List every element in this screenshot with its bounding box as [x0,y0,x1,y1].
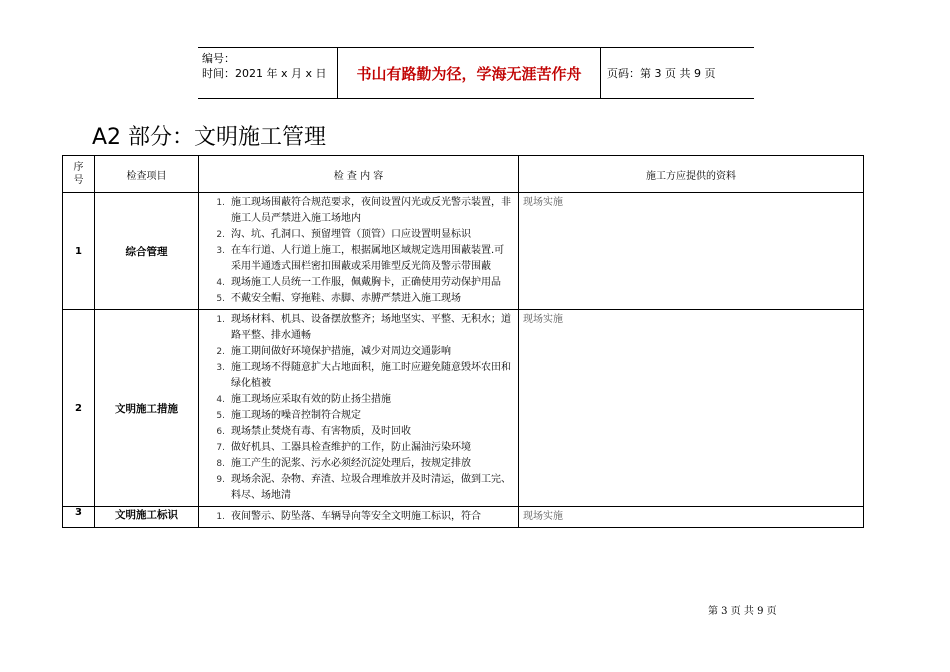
list-item [199,291,514,307]
list-item-number: 4. [216,278,225,288]
list-item-number: 2. [216,230,225,240]
list-item-text: 现场禁止焚烧有毒、有害物质，及时回收 [231,426,411,437]
list-item-text: 施工期间做好环境保护措施，减少对周边交通影响 [231,346,451,357]
section-title: A2 部分：文明施工管理 [92,125,327,150]
list-item [199,440,514,456]
materials-cell [519,310,864,507]
list-item-text: 做好机具、工器具检查维护的工作，防止漏油污染环境 [231,442,471,453]
materials-text: 现场实施 [523,197,563,208]
row-number: 1 [63,193,95,310]
motto: 书山有路勤为径，学海无涯苦作舟 [338,48,601,98]
list-item-number: 5. [216,411,225,421]
table-header-row [63,156,864,193]
check-content-list [199,193,518,309]
list-item [199,344,514,360]
check-content [199,507,519,528]
list-item-text: 在车行道、人行道上施工，根据属地区域规定选用围蔽装置.可采用半通透式围栏密扣围蔽或采用锥型反光筒及警示带围蔽 [231,245,505,272]
list-item-number: 3. [216,246,225,256]
list-item-number: 1. [216,512,225,522]
time-label: 时间：2021 年 x 月 x 日 [202,67,327,80]
list-item [199,392,514,408]
header-content: 检 查 内 容 [199,156,519,193]
materials-cell [519,193,864,310]
table-row [63,507,864,528]
check-content [199,193,519,310]
list-item-number: 7. [216,443,225,453]
list-item-number: 9. [216,475,225,485]
list-item-text: 不戴安全帽、穿拖鞋、赤脚、赤膊严禁进入施工现场 [231,293,461,304]
list-item-text: 施工现场围蔽符合规范要求，夜间设置闪光或反光警示装置，非施工人员严禁进入施工场地内 [231,197,511,224]
check-content-list [199,310,518,506]
header-meta [198,48,338,98]
check-item-name: 综合管理 [95,193,199,310]
list-item-text: 施工现场不得随意扩大占地面积，施工时应避免随意毁坏农田和绿化植被 [231,362,511,389]
check-content-list [199,507,518,527]
list-item-number: 6. [216,427,225,437]
list-item [199,312,514,344]
list-item [199,243,514,275]
list-item-text: 现场施工人员统一工作服，佩戴胸卡，正确使用劳动保护用品 [231,277,501,288]
materials-text: 现场实施 [523,511,563,522]
page-footer: 第 3 页 共 9 页 [708,606,777,617]
table-row [63,310,864,507]
check-content [199,310,519,507]
list-item-number: 2. [216,347,225,357]
check-item-name: 文明施工标识 [95,507,199,528]
list-item-number: 3. [216,363,225,373]
list-item [199,408,514,424]
list-item-number: 1. [216,315,225,325]
page-header [198,47,754,99]
list-item-number: 1. [216,198,225,208]
list-item-text: 沟、坑、孔洞口、预留埋管（顶管）口应设置明显标识 [231,229,471,240]
page-label: 页码：第 3 页 共 9 页 [607,67,716,80]
list-item [199,275,514,291]
list-item-text: 施工现场应采取有效的防止扬尘措施 [231,394,391,405]
list-item-number: 5. [216,294,225,304]
list-item-text: 现场材料、机具、设备摆放整齐；场地坚实、平整、无积水；道路平整、排水通畅 [231,314,511,341]
header-item: 检查项目 [95,156,199,193]
list-item [199,456,514,472]
list-item-text: 施工现场的噪音控制符合规定 [231,410,361,421]
list-item [199,195,514,227]
header-seq: 序 号 [63,156,95,193]
list-item-number: 4. [216,395,225,405]
table-row [63,193,864,310]
list-item-text: 现场余泥、杂物、弃渣、垃圾合理堆放并及时清运，做到工完、料尽、场地清 [231,474,511,501]
materials-text: 现场实施 [523,314,563,325]
row-number: 3 [63,507,95,528]
number-label: 编号： [202,52,235,65]
inspection-table [62,155,864,528]
list-item [199,472,514,504]
materials-cell [519,507,864,528]
header-materials: 施工方应提供的资料 [519,156,864,193]
list-item-number: 8. [216,459,225,469]
list-item [199,227,514,243]
check-item-name: 文明施工措施 [95,310,199,507]
list-item [199,360,514,392]
list-item [199,424,514,440]
list-item [199,509,514,525]
table-body [63,193,864,528]
list-item-text: 夜间警示、防坠落、车辆导向等安全文明施工标识，符合 [231,511,481,522]
row-number: 2 [63,310,95,507]
list-item-text: 施工产生的泥浆、污水必须经沉淀处理后，按规定排放 [231,458,471,469]
